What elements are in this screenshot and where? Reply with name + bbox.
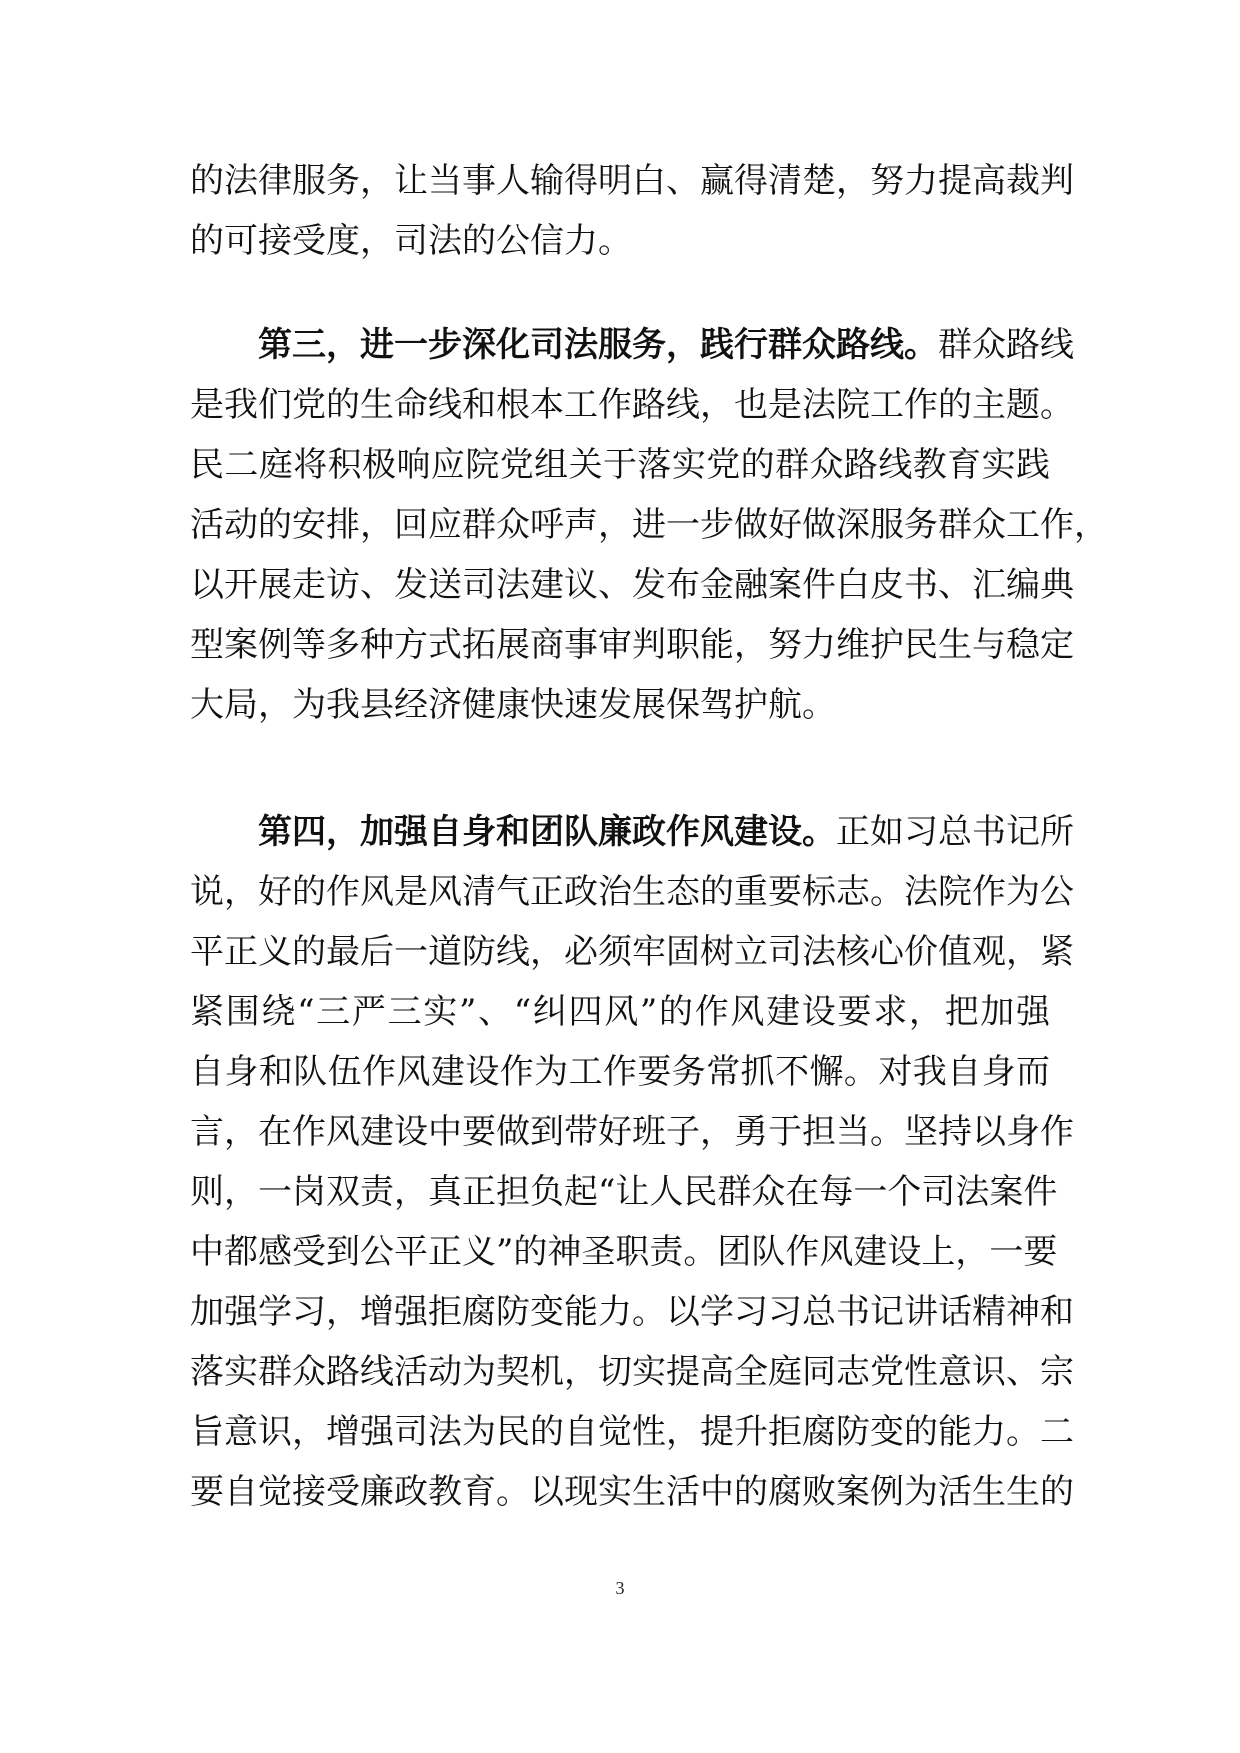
- text-run: 正如习总书记所: [836, 812, 1074, 852]
- text-line: 是我们党的生命线和根本工作路线，也是法院工作的主题。: [190, 385, 1074, 425]
- text-line: 说，好的作风是风清气正政治生态的重要标志。法院作为公: [190, 872, 1074, 912]
- text-line: 的可接受度，司法的公信力。: [190, 221, 632, 261]
- page-number: 3: [615, 1578, 625, 1598]
- text-line: 言，在作风建设中要做到带好班子，勇于担当。坚持以身作: [190, 1112, 1074, 1152]
- text-line: 民二庭将积极响应院党组关于落实党的群众路线教育实践: [190, 445, 1050, 485]
- text-line: 自身和队伍作风建设作为工作要务常抓不懈。对我自身而: [190, 1052, 1050, 1092]
- text-line: 的法律服务，让当事人输得明白、赢得清楚，努力提高裁判: [190, 161, 1074, 201]
- paragraph-section-four: [190, 802, 1074, 1522]
- text-line: 型案例等多种方式拓展商事审判职能，努力维护民生与稳定: [190, 625, 1074, 665]
- text-line: 旨意识，增强司法为民的自觉性，提升拒腐防变的能力。二: [190, 1412, 1074, 1452]
- section-heading: 第四，加强自身和团队廉政作风建设。: [258, 812, 836, 852]
- text-line: 活动的安排，回应群众呼声，进一步做好做深服务群众工作，: [190, 505, 1108, 545]
- text-line: 以开展走访、发送司法建议、发布金融案件白皮书、汇编典: [190, 565, 1074, 605]
- section-heading: 第三，进一步深化司法服务，践行群众路线。: [258, 325, 938, 365]
- text-line: 则，一岗双责，真正担负起“让人民群众在每一个司法案件: [190, 1172, 1058, 1212]
- text-line: 大局，为我县经济健康快速发展保驾护航。: [190, 685, 836, 725]
- text-line: 加强学习，增强拒腐防变能力。以学习习总书记讲话精神和: [190, 1292, 1074, 1332]
- text-line: [190, 802, 1074, 862]
- text-line: 要自觉接受廉政教育。以现实生活中的腐败案例为活生生的: [190, 1472, 1074, 1512]
- text-run: 群众路线: [938, 325, 1074, 365]
- paragraph-section-three: [190, 315, 1108, 735]
- text-line: 落实群众路线活动为契机，切实提高全庭同志党性意识、宗: [190, 1352, 1074, 1392]
- text-line: 中都感受到公平正义”的神圣职责。团队作风建设上，一要: [190, 1232, 1058, 1272]
- text-line: 紧围绕“三严三实”、“纠四风”的作风建设要求，把加强: [190, 992, 1050, 1032]
- paragraph-continuation: [190, 151, 1074, 271]
- text-line: 平正义的最后一道防线，必须牢固树立司法核心价值观，紧: [190, 932, 1074, 972]
- text-line: [190, 315, 1074, 375]
